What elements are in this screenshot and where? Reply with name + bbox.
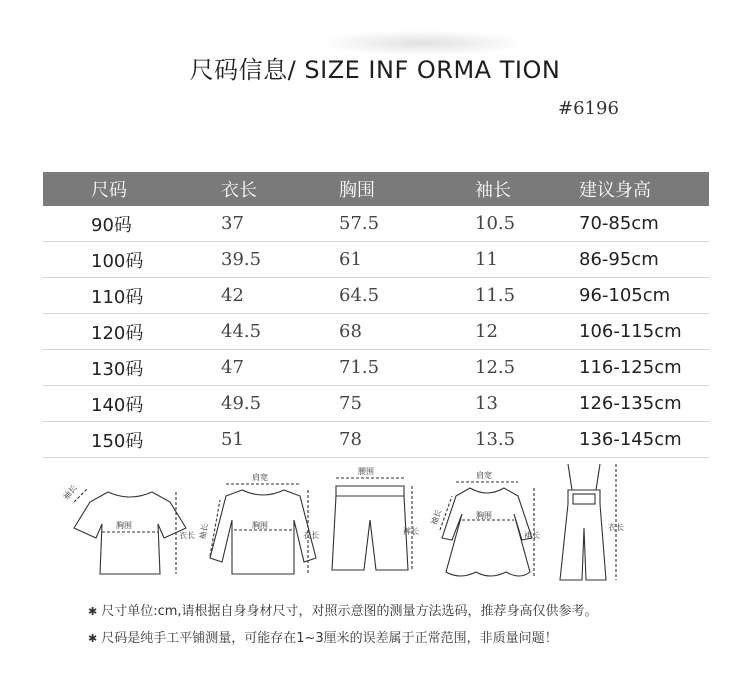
label-skirt-length: 裙长 [524, 531, 540, 540]
cell-sleeve: 11.5 [475, 278, 579, 314]
cell-chest: 75 [339, 386, 475, 422]
overalls-diagram [560, 464, 624, 580]
cell-height: 116-125cm [579, 350, 709, 386]
label-waist: 腰围 [358, 467, 374, 476]
table-row [43, 206, 709, 242]
cell-height: 126-135cm [579, 386, 709, 422]
cell-height: 86-95cm [579, 242, 709, 278]
note-item [88, 598, 598, 625]
pants-diagram [332, 467, 419, 570]
cell-size: 120码 [43, 314, 221, 350]
cell-size: 150码 [43, 422, 221, 458]
table-row [43, 278, 709, 314]
cell-length: 42 [221, 278, 339, 314]
label-sleeve: 袖长 [197, 522, 211, 541]
cell-length: 37 [221, 206, 339, 242]
header-length: 衣长 [221, 180, 257, 201]
label-length: 衣长 [608, 523, 624, 532]
tshirt-diagram [61, 483, 195, 574]
size-table-header [43, 172, 709, 206]
cell-chest: 57.5 [339, 206, 475, 242]
label-pants-length: 裤长 [403, 527, 419, 536]
cell-chest: 78 [339, 422, 475, 458]
label-chest: 胸围 [116, 521, 132, 530]
note-text: 尺码是纯手工平铺测量，可能存在1~3厘米的误差属于正常范围，非质量问题！ [101, 631, 558, 646]
label-length: 衣长 [303, 531, 319, 540]
cell-length: 47 [221, 350, 339, 386]
cell-chest: 71.5 [339, 350, 475, 386]
table-row [43, 314, 709, 350]
asterisk-icon: ✱ [88, 605, 98, 618]
cell-chest: 64.5 [339, 278, 475, 314]
label-chest: 胸围 [476, 511, 492, 520]
product-code: #6196 [558, 98, 619, 119]
cell-size: 130码 [43, 350, 221, 386]
asterisk-icon: ✱ [88, 632, 98, 645]
label-sleeve: 袖长 [429, 508, 444, 527]
size-table [43, 172, 709, 458]
cell-height: 70-85cm [579, 206, 709, 242]
sweater-diagram [197, 472, 319, 574]
table-row [43, 350, 709, 386]
header-size: 尺码 [91, 180, 127, 201]
note-text: 尺寸单位:cm,请根据自身身材尺寸，对照示意图的测量方法选码，推荐身高仅供参考。 [101, 604, 598, 619]
label-shoulder: 肩宽 [252, 473, 268, 482]
cell-length: 49.5 [221, 386, 339, 422]
header-height: 建议身高 [579, 180, 651, 201]
cell-height: 96-105cm [579, 278, 709, 314]
cell-length: 39.5 [221, 242, 339, 278]
cell-size: 110码 [43, 278, 221, 314]
cell-length: 51 [221, 422, 339, 458]
header-sleeve: 袖长 [475, 180, 511, 201]
cell-sleeve: 12.5 [475, 350, 579, 386]
cell-height: 136-145cm [579, 422, 709, 458]
cell-sleeve: 12 [475, 314, 579, 350]
label-chest: 胸围 [252, 521, 268, 530]
label-sleeve: 袖长 [61, 483, 79, 502]
cell-length: 44.5 [221, 314, 339, 350]
measurement-diagrams [60, 458, 660, 588]
cell-sleeve: 10.5 [475, 206, 579, 242]
cell-size: 100码 [43, 242, 221, 278]
dress-diagram [428, 470, 540, 576]
page-title: 尺码信息/ SIZE INF ORMA TION [189, 56, 561, 84]
cell-chest: 61 [339, 242, 475, 278]
cell-sleeve: 11 [475, 242, 579, 278]
header-chest: 胸围 [339, 180, 375, 201]
cell-size: 140码 [43, 386, 221, 422]
cell-sleeve: 13 [475, 386, 579, 422]
notes [88, 598, 598, 652]
table-row [43, 422, 709, 458]
note-item [88, 625, 598, 652]
label-length: 衣长 [179, 531, 195, 540]
cell-sleeve: 13.5 [475, 422, 579, 458]
table-row [43, 386, 709, 422]
cell-size: 90码 [43, 206, 221, 242]
table-row [43, 242, 709, 278]
cell-chest: 68 [339, 314, 475, 350]
cell-height: 106-115cm [579, 314, 709, 350]
label-shoulder: 肩宽 [476, 471, 492, 480]
